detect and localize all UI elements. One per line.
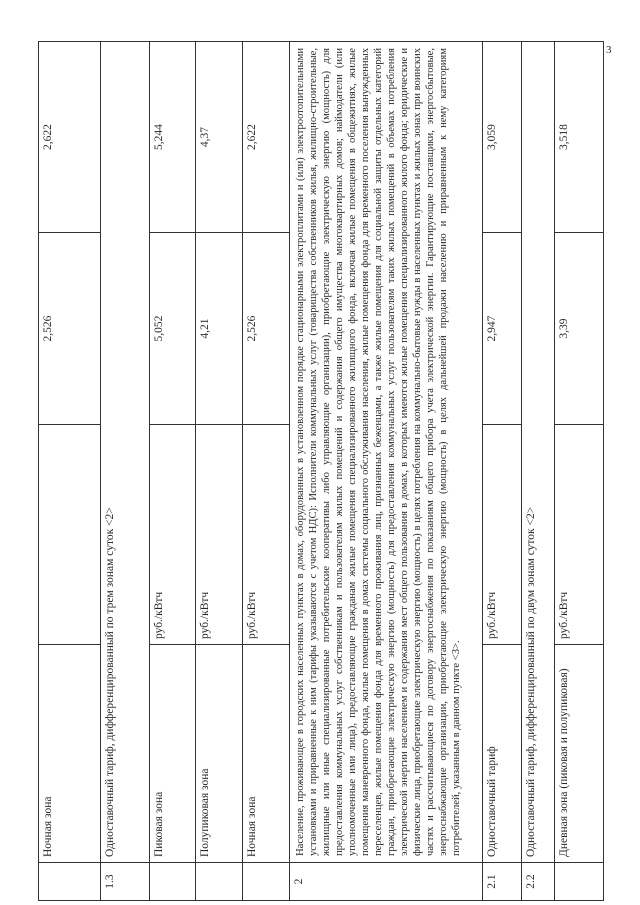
row-number: 1.3 (100, 863, 149, 901)
row-name: Одноставочный тариф, дифференцированный по трем зонам суток <2> (100, 42, 149, 863)
row-unit: руб./кВтч (483, 425, 522, 645)
table-row (39, 42, 101, 901)
row-number: 2 (289, 863, 483, 901)
row-value-1: 4,21 (196, 233, 243, 425)
page-number: 3 (606, 44, 612, 56)
row-number (196, 863, 243, 901)
table-row (243, 42, 290, 901)
table-row (483, 42, 522, 901)
row-number (149, 863, 196, 901)
row-number (555, 863, 604, 901)
row-unit (39, 425, 101, 645)
row-name: Пиковая зона (149, 645, 196, 863)
row-value-1: 2,526 (243, 233, 290, 425)
row-value-2: 4,37 (196, 42, 243, 233)
row-value-1: 3,39 (555, 233, 604, 425)
table-row (196, 42, 243, 901)
row-name: Полупиковая зона (196, 645, 243, 863)
row-number (39, 863, 101, 901)
row-number: 2.2 (522, 863, 555, 901)
row-unit: руб./кВтч (196, 425, 243, 645)
table-row (522, 42, 555, 901)
row-number (243, 863, 290, 901)
row-value-2: 2,622 (243, 42, 290, 233)
row-name: Дневная зона (пиковая и полупиковая) (555, 645, 604, 863)
row-value-2: 3,059 (483, 42, 522, 233)
row-value-2: 5,244 (149, 42, 196, 233)
row-value-2: 3,518 (555, 42, 604, 233)
row-unit: руб./кВтч (243, 425, 290, 645)
row-number: 2.1 (483, 863, 522, 901)
row-name: Ночная зона (243, 645, 290, 863)
row-value-1: 5,052 (149, 233, 196, 425)
table-row (555, 42, 604, 901)
row-value-2: 2,622 (39, 42, 101, 233)
row-unit: руб./кВтч (555, 425, 604, 645)
row-name: Одноставочный тариф (483, 645, 522, 863)
row-name: Одноставочный тариф, дифференцированный по двум зонам суток <2> (522, 42, 555, 863)
table-row (149, 42, 196, 901)
table-row (289, 42, 483, 901)
row-value-1: 2,947 (483, 233, 522, 425)
row-unit: руб./кВтч (149, 425, 196, 645)
row-name: Ночная зона (39, 645, 101, 863)
table-row (100, 42, 149, 901)
category-description: Население, проживающее в городских населенных пунктах в домах, оборудованных в установленном порядке стационарными электроплитами и (или) электроотопительными установками и приравненные к ним (тарифы указываются с учетом НДС): Исполнители коммунальных услуг (товарищества собственников жилья, жилищно-строительные, жилищные или иные специализированные потребительские кооперативы либо управляющие организации), приобретающие электрическую энергию (мощность) для предоставления коммунальных услуг собственникам и пользователям жилых помещений и содержания общего имущества многоквартирных домов; наймодатели (или уполномоченные ими лица), предоставляющие гражданам жилые помещения специализированного жилищного фонда, включая жилые помещения в общежитиях, жилые помещения маневренного фонда, жилые помещения в домах системы социального обслуживания населения, жилые помещения фонда для временного поселения вынужденных переселенцев, жилые помещения фонда для временного проживания лиц, признанных беженцами, а также жилые помещения для социальной защиты отдельных категорий граждан, приобретающие электрическую энергию (мощность) для предоставления коммунальных услуг пользователям таких жилых помещений в объемах потребления электрической энергии населением и содержания мест общего пользования в домах, в которых имеются жилые помещения специализированного жилого фонда; юридические и физические лица, приобретающие электрическую энергию (мощность) в целях потребления на коммунально-бытовые нужды в населенных пунктах и жилых зонах при воинских частях и рассчитывающиеся по договору энергоснабжения по показаниям общего прибора учета электрической энергии. Гарантирующие поставщики, энергосбытовые, энергоснабжающие организации, приобретающие электрическую энергию (мощность) в целях дальнейшей продажи населению и приравненным к нему категориям потребителей, указанным в данном пункте <3>. (289, 42, 483, 863)
row-value-1: 2,526 (39, 233, 101, 425)
tariff-table (38, 41, 604, 901)
rotated-table-container (38, 42, 604, 901)
